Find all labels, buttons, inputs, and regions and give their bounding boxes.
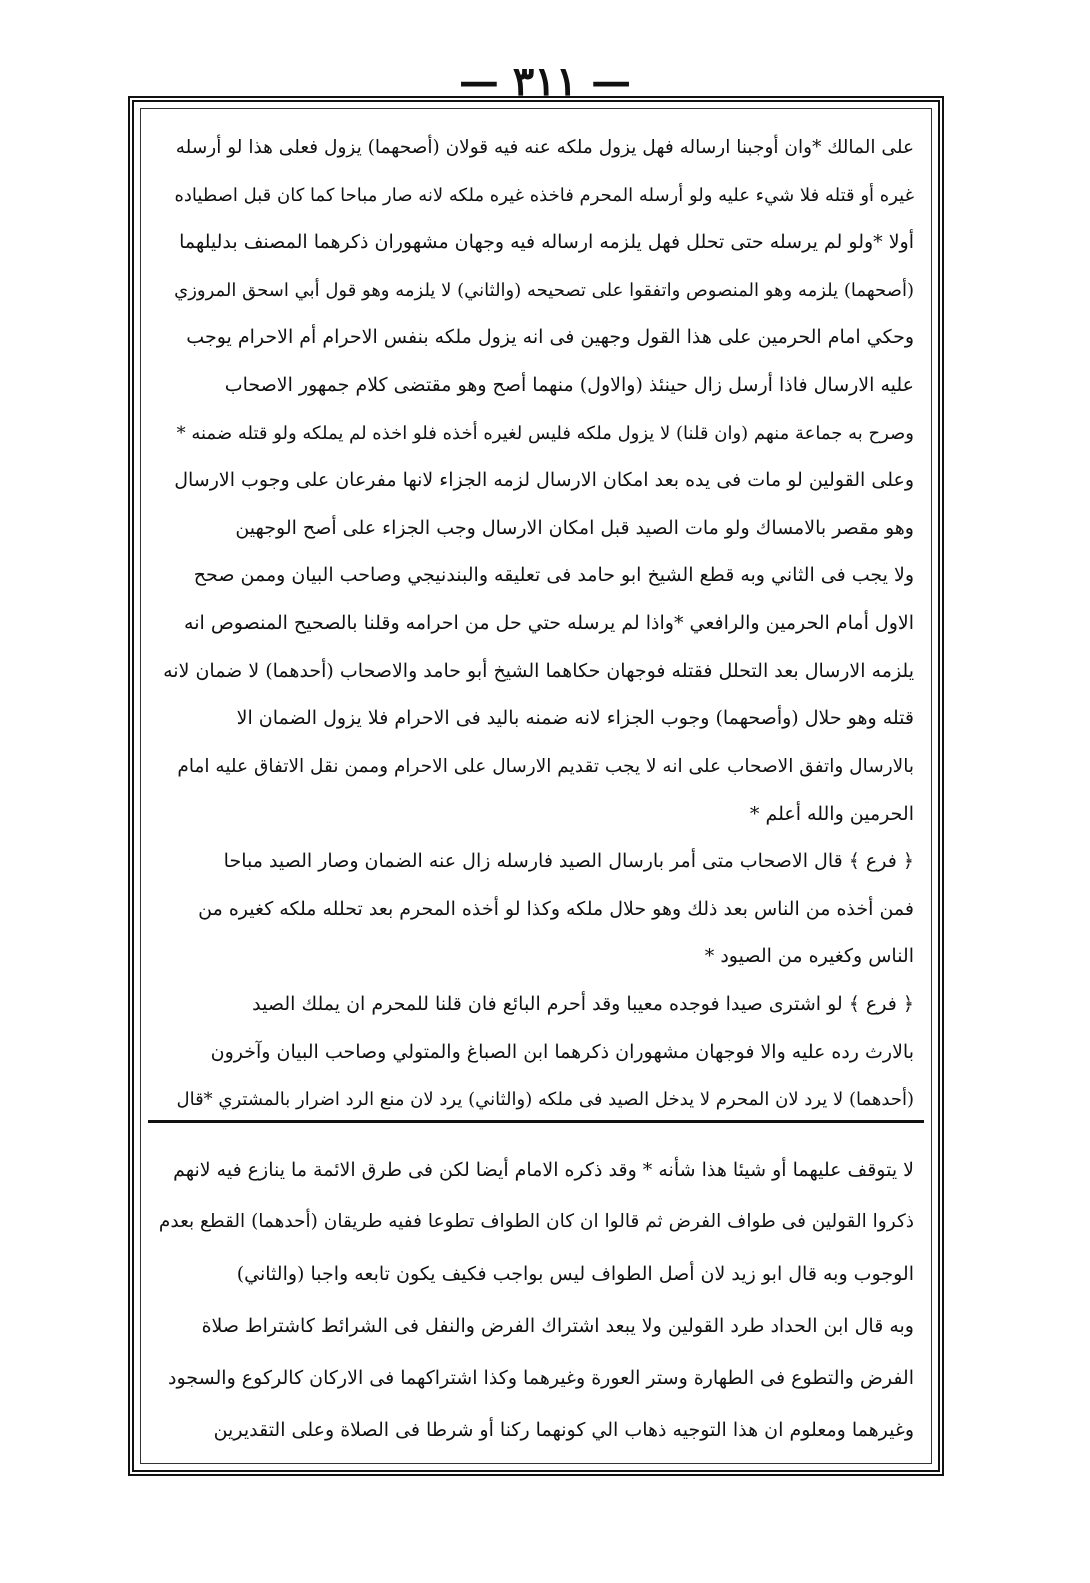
main-line: بالارسال واتفق الاصحاب على انه لا يجب تقديم الارسال على الاحرام وممن نقل الاتفاق عليه امام	[177, 755, 914, 777]
commentary-line: وغيرهما ومعلوم ان هذا التوجيه ذهاب الي كونهما ركنا أو شرطا فى الصلاة وعلى التقديرين	[213, 1419, 914, 1441]
main-line: ولا يجب فى الثاني وبه قطع الشيخ ابو حامد فى تعليقه والبندنيجي وصاحب البيان وممن صحح	[193, 564, 914, 587]
main-line: يلزمه الارسال بعد التحلل فقتله فوجهان حكاهما الشيخ أبو حامد والاصحاب (أحدهما) لا ضمان لانه	[163, 659, 914, 682]
main-line: الحرمين والله أعلم *	[749, 802, 914, 825]
main-text	[158, 124, 914, 1124]
main-line: (أصحهما) يلزمه وهو المنصوص واتفقوا على تصحيحه (والثاني) لا يلزمه وهو قول أبي اسحق المروزي	[174, 279, 914, 301]
commentary-line: لا يتوقف عليهما أو شيئا هذا شأنه * وقد ذكره الامام أيضا لكن فى طرق الائمة ما ينازع فيه لانهم	[173, 1159, 914, 1181]
main-line: بالارث رده عليه والا فوجهان مشهوران ذكرهما ابن الصباغ والمتولي وصاحب البيان وآخرون	[210, 1040, 914, 1063]
commentary-line: الفرض والتطوع فى الطهارة وستر العورة وغيرهما وكذا اشتراكهما فى الاركان كالركوع والسجود	[168, 1367, 914, 1389]
page-frame	[128, 96, 944, 1476]
main-line: أولا *ولو لم يرسله حتى تحلل فهل يلزمه ارساله فيه وجهان مشهوران ذكرهما المصنف بدليلهما	[179, 231, 914, 254]
commentary-text	[158, 1144, 914, 1456]
main-line: وحكي امام الحرمين على هذا القول وجهين فى انه يزول ملكه بنفس الاحرام أم الاحرام يوجب	[186, 326, 914, 349]
commentary-line: الوجوب وبه قال ابو زيد لان أصل الطواف ليس بواجب فكيف يكون تابعه واجبا (والثاني)	[236, 1263, 914, 1285]
main-line: غيره أو قتله فلا شيء عليه ولو أرسله المحرم فاخذه غيره ملكه لانه صار مباحا كما كان قبل اصطياده	[174, 184, 914, 206]
main-line: الناس وكغيره من الصيود *	[704, 945, 914, 968]
page-number: — ٣١١ —	[458, 58, 632, 105]
commentary-line: وبه قال ابن الحداد طرد القولين ولا يبعد اشتراك الفرض والنفل فى الشرائط كاشتراط صلاة	[201, 1315, 914, 1337]
main-line: ﴿ فرع ﴾ لو اشترى صيدا فوجده معيبا وقد أحرم البائع فان قلنا للمحرم ان يملك الصيد	[252, 992, 914, 1015]
main-line: وصرح به جماعة منهم (وان قلنا) لا يزول ملكه فليس لغيره أخذه فلو اخذه لم يملكه ولو قتله ضمنه *	[176, 422, 914, 444]
main-line: فمن أخذه من الناس بعد ذلك وهو حلال ملكه وكذا لو أخذه المحرم بعد تحلله ملكه كغيره من	[198, 897, 914, 920]
main-line: وهو مقصر بالامساك ولو مات الصيد قبل امكان الارسال وجب الجزاء على أصح الوجهين	[235, 516, 914, 539]
main-line: ﴿ فرع ﴾ قال الاصحاب متى أمر بارسال الصيد فارسله زال عنه الضمان وصار الصيد مباحا	[223, 850, 914, 873]
main-line: وعلى القولين لو مات فى يده بعد امكان الارسال لزمه الجزاء لانها مفرعان على وجوب الارسال	[174, 469, 914, 492]
main-line: عليه الارسال فاذا أرسل زال حينئذ (والاول) منهما أصح وهو مقتضى كلام جمهور الاصحاب	[224, 374, 914, 397]
main-line: قتله وهو حلال (وأصحهما) وجوب الجزاء لانه ضمنه باليد فى الاحرام فلا يزول الضمان الا	[236, 707, 914, 730]
main-line: على المالك *وان أوجبنا ارساله فهل يزول ملكه عنه فيه قولان (أصحهما) يزول فعلى هذا لو أرسله	[175, 137, 914, 158]
commentary-line: ذكروا القولين فى طواف الفرض ثم قالوا ان كان الطواف تطوعا ففيه طريقان (أحدهما) القطع بعدم	[158, 1211, 914, 1232]
section-divider	[148, 1120, 924, 1123]
main-line: (أحدهما) لا يرد لان المحرم لا يدخل الصيد فى ملكه (والثاني) يرد لان منع الرد اضرار بالمشتري *قال	[176, 1089, 914, 1111]
main-line: الاول أمام الحرمين والرافعي *واذا لم يرسله حتي حل من احرامه وقلنا بالصحيح المنصوص انه	[184, 612, 914, 635]
